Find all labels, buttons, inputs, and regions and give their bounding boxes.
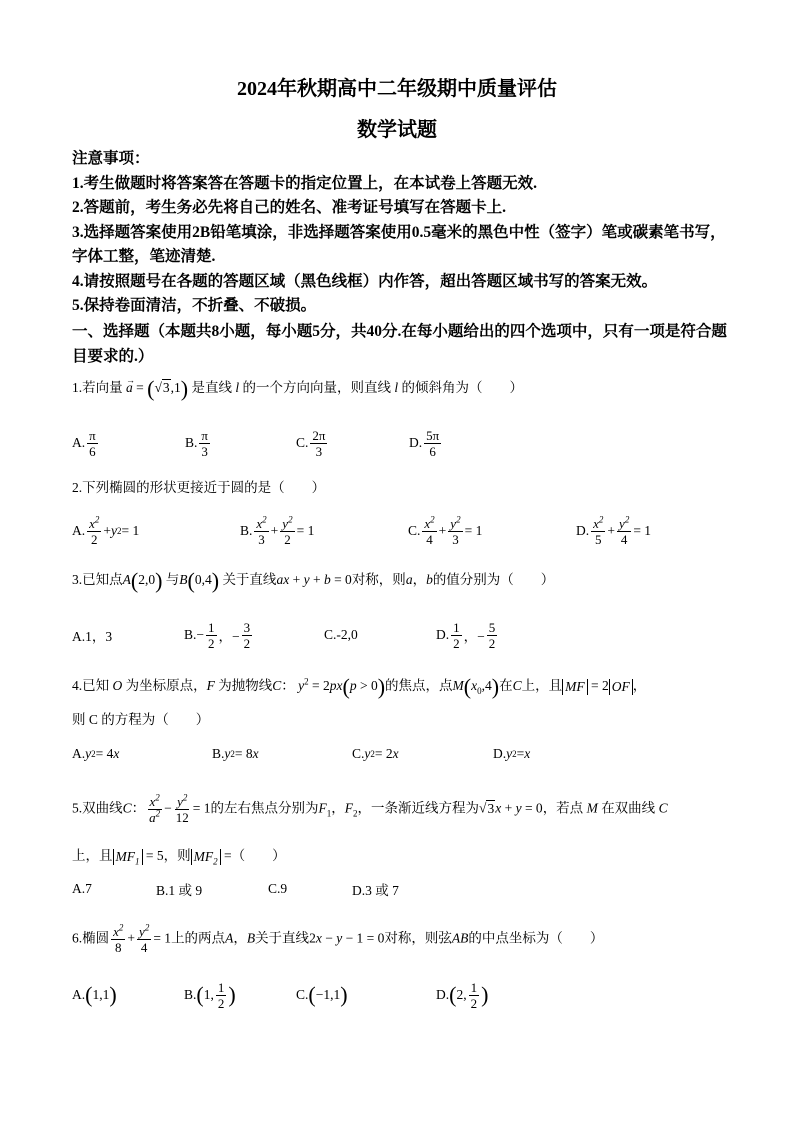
note-item-3: 3.选择题答案使用2B铅笔填涂，非选择题答案使用0.5毫米的黑色中性（签字）笔或碳素笔书写，字体工整，笔迹清楚. xyxy=(72,223,726,265)
q6-option-b[interactable]: B. ( 1, $\frac{1}{2}$ ) xyxy=(184,979,236,1011)
q2-option-d[interactable]: D. $\frac{x^2}{5}$ + $\frac{y^2}{4}$ = 1 xyxy=(576,514,652,547)
q1-option-c[interactable]: C. $\frac{2\pi}{3}$ xyxy=(296,427,326,459)
q3-option-d[interactable]: D. $\frac{1}{2}$ ，− $\frac{5}{2}$ xyxy=(436,619,496,651)
exam-title: 2024年秋期高中二年级期中质量评估 xyxy=(237,78,557,100)
q4-option-a[interactable]: A. y 2 = 4 x xyxy=(72,746,120,761)
section-heading: 一、选择题（本题共8小题，每小题5分，共40分.在每小题给出的四个选项中，只有一项是符合题目要求的.） xyxy=(72,323,727,365)
question-3: 3.已知点A(2,0) 与B(0,4) 关于直线ax + y + b = 0对称，则a，b的值分别为（ ） xyxy=(72,568,555,593)
q5-option-d[interactable]: D.3 或 7 xyxy=(352,883,399,898)
notes-block xyxy=(72,147,732,319)
q2-option-a[interactable]: A. $\frac{x^2}{2}$ + y 2 = 1 xyxy=(72,514,140,547)
q2-option-b[interactable]: B. $\frac{x^2}{3}$ + $\frac{y^2}{2}$ = 1 xyxy=(240,514,315,547)
question-1-options xyxy=(72,420,732,466)
question-5-line2: 上，且 $MF_1 = 5$，则 $MF_2$ =（ ） xyxy=(72,848,286,867)
question-2: 2.下列椭圆的形状更接近于圆的是（ ） xyxy=(72,480,326,495)
question-4-line2: 则 C 的方程为（ ） xyxy=(72,712,210,727)
q6-option-a[interactable]: A. ( 1,1 ) xyxy=(72,982,117,1007)
question-6: 6.椭圆 $\frac{x^2}{8}$ + $\frac{y^2}{4}$ = 1上的两点A，B关于直线2x − y − 1 = 0对称，则弦AB的中点坐标为（ ） xyxy=(72,922,604,955)
question-3-options xyxy=(72,612,732,658)
notes-heading: 注意事项： xyxy=(72,150,150,167)
note-item-1: 1.考生做题时将答案答在答题卡的指定位置上，在本试卷上答题无效. xyxy=(72,174,538,192)
q3-option-c[interactable]: C.-2,0 xyxy=(324,627,358,642)
note-item-5: 5.保持卷面清洁，不折叠、不破损。 xyxy=(72,297,317,314)
q4-option-d[interactable]: D. y 2 = x xyxy=(493,746,531,761)
note-item-4: 4.请按照题号在各题的答题区域（黑色线框）内作答，超出答题区域书写的答案无效。 xyxy=(72,272,658,290)
q5-option-a[interactable]: A.7 xyxy=(72,881,92,896)
exam-subtitle: 数学试题 xyxy=(357,119,437,141)
question-1: 1.若向量 → a = (√3,1) 是直线 l 的一个方向向量，则直线 l 的倾斜角为（ ） xyxy=(72,378,732,400)
question-4-options xyxy=(72,731,732,777)
q3-option-a[interactable]: A.1，3 xyxy=(72,629,113,644)
question-5: 5.双曲线C： $\frac{x^2}{a^2}$ − $\frac{y^2}{12}$ = 1的左右焦点分别为$F_1$，$F_2$，一条渐近线方程为√3x + y = 0，若点 M 在双曲线 C xyxy=(72,792,668,825)
q2-option-c[interactable]: C. $\frac{x^2}{4}$ + $\frac{y^2}{3}$ = 1 xyxy=(408,514,483,547)
question-4: 4.已知 O 为坐标原点，F 为抛物线C： $y^2 = 2px(p > 0)$的焦点，点$M(x_0,4)$在C上，且 MF = 2 OF ， xyxy=(72,674,647,699)
question-2-options xyxy=(72,508,732,554)
q4-option-b[interactable]: B. y 2 = 8 x xyxy=(212,746,259,761)
q6-option-d[interactable]: D. ( 2, $\frac{1}{2}$ ) xyxy=(436,979,489,1011)
q5-option-c[interactable]: C.9 xyxy=(268,881,288,896)
q1-option-b[interactable]: B. $\frac{\pi}{3}$ xyxy=(185,427,208,459)
q3-option-b[interactable]: B.− $\frac{1}{2}$ ，− $\frac{3}{2}$ xyxy=(184,619,251,651)
q4-option-c[interactable]: C. y 2 = 2 x xyxy=(352,746,399,761)
question-6-options xyxy=(72,972,732,1018)
note-item-2: 2.答题前，考生务必先将自己的姓名、准考证号填写在答题卡上. xyxy=(72,199,507,216)
q6-option-c[interactable]: C. ( −1,1 ) xyxy=(296,982,348,1007)
q1-option-d[interactable]: D. $\frac{5\pi}{6}$ xyxy=(409,427,440,459)
question-5-options xyxy=(72,866,732,912)
q1-option-a[interactable]: A. $\frac{\pi}{6}$ xyxy=(72,427,96,459)
q5-option-b[interactable]: B.1 或 9 xyxy=(156,883,203,898)
